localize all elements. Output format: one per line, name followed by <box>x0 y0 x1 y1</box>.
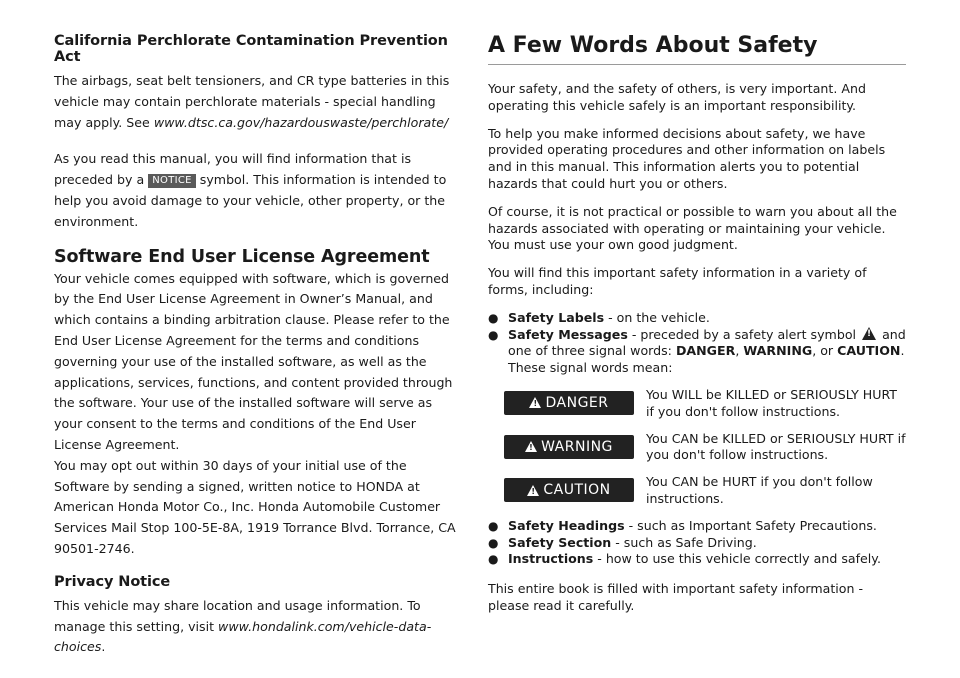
left-column <box>54 33 464 658</box>
license-paragraph-2: You may opt out within 30 days of your initial use of the Software by sending a signed, written notice to HONDA at American Honda Motor Co., Inc. Honda Automobile Customer Services Mail Stop 100-5E-8A, 1919 Torrance Blvd. Torrance, CA 90501-2746. <box>54 457 456 556</box>
safety-paragraph-1: Your safety, and the safety of others, is very important. And operating this vehicle safely is an important responsibility. <box>488 81 866 113</box>
bullet-icon: ● <box>488 518 499 533</box>
safety-paragraph-3: Of course, it is not practical or possible to warn you about all the hazards associated with operating or maintaining your vehicle. You must use your own good judgment. <box>488 203 897 253</box>
caution-label-box: ! CAUTION <box>504 478 634 502</box>
warning-description: You CAN be KILLED or SERIOUSLY HURT if you don't follow instructions. <box>646 430 906 463</box>
list-item: ● Safety Section - such as Safe Driving. <box>488 534 757 550</box>
license-paragraph-1: Your vehicle comes equipped with software, which is governed by the End User License Agreement in Owner’s Manual, and which contains a binding arbitration clause. Please refer to the End User License Agreement for the terms and conditions governing your use of the installed software, as well as the applications, services, functions, and content provided through the software. Your use of the installed software will serve as your consent to the terms and conditions of the End User License Agreement. <box>54 270 453 452</box>
notice-badge: NOTICE <box>148 174 196 188</box>
bullet-icon: ● <box>488 552 499 567</box>
safety-paragraph-5: This entire book is filled with important safety information - please read it carefully. <box>488 581 864 613</box>
list-item: ● Safety Labels - on the vehicle. <box>488 309 710 325</box>
safety-paragraph-4: You will find this important safety information in a variety of forms, including: <box>488 265 867 297</box>
danger-description: You WILL be KILLED or SERIOUSLY HURT if you don't follow instructions. <box>646 386 897 419</box>
caution-description: You CAN be HURT if you don't follow instructions. <box>646 474 873 506</box>
safety-paragraph-2: To help you make informed decisions about safety, we have provided operating procedures and other information on labels and in this manual. This information alerts you to potential hazards that could hurt you or others. <box>488 125 886 191</box>
safety-alert-icon <box>862 327 876 340</box>
bullet-icon: ● <box>488 310 499 325</box>
list-item: ● Safety Messages - preceded by a safety alert symbol ! and one of three signal words: DANGER, WARNING, or CAUTION. These signal words mean: <box>488 327 906 377</box>
perchlorate-paragraph: The airbags, seat belt tensioners, and CR type batteries in this vehicle may contain perchlorate materials - special handling may apply. See www.dtsc.ca.gov/hazardouswaste/perchlorate/ <box>54 73 450 130</box>
signal-danger <box>488 387 906 421</box>
warning-triangle-icon <box>529 397 541 408</box>
privacy-heading: Privacy Notice <box>54 573 171 590</box>
safety-forms-list <box>488 310 906 377</box>
notice-paragraph: As you read this manual, you will find information that is preceded by a NOTICE symbol. This information is intended to help you avoid damage to your vehicle, other property, or the environment. <box>54 151 447 229</box>
privacy-paragraph: This vehicle may share location and usage information. To manage this setting, visit www.hondalink.com/vehicle-data-choices. <box>54 597 432 655</box>
list-item: ● Safety Headings - such as Important Safety Precautions. <box>488 517 877 533</box>
privacy-url: www.hondalink.com/vehicle-data-choices <box>54 618 432 655</box>
list-item: ● Instructions - how to use this vehicle correctly and safely. <box>488 551 881 567</box>
perchlorate-heading: California Perchlorate Contamination Prevention Act <box>54 33 448 65</box>
bullet-icon: ● <box>488 535 499 550</box>
bullet-icon: ● <box>488 327 499 342</box>
right-column <box>488 33 906 626</box>
danger-label-box: ! DANGER <box>504 391 634 415</box>
safety-headings-list <box>488 518 906 568</box>
signal-caution <box>488 474 906 508</box>
warning-label-box: ! WARNING <box>504 435 634 459</box>
warning-triangle-icon <box>525 441 537 452</box>
signal-warning <box>488 431 906 465</box>
license-heading: Software End User License Agreement <box>54 246 430 267</box>
warning-triangle-icon <box>527 485 539 496</box>
perchlorate-url: www.dtsc.ca.gov/hazardouswaste/perchlorate/ <box>153 114 449 130</box>
page-title: A Few Words About Safety <box>488 33 906 65</box>
